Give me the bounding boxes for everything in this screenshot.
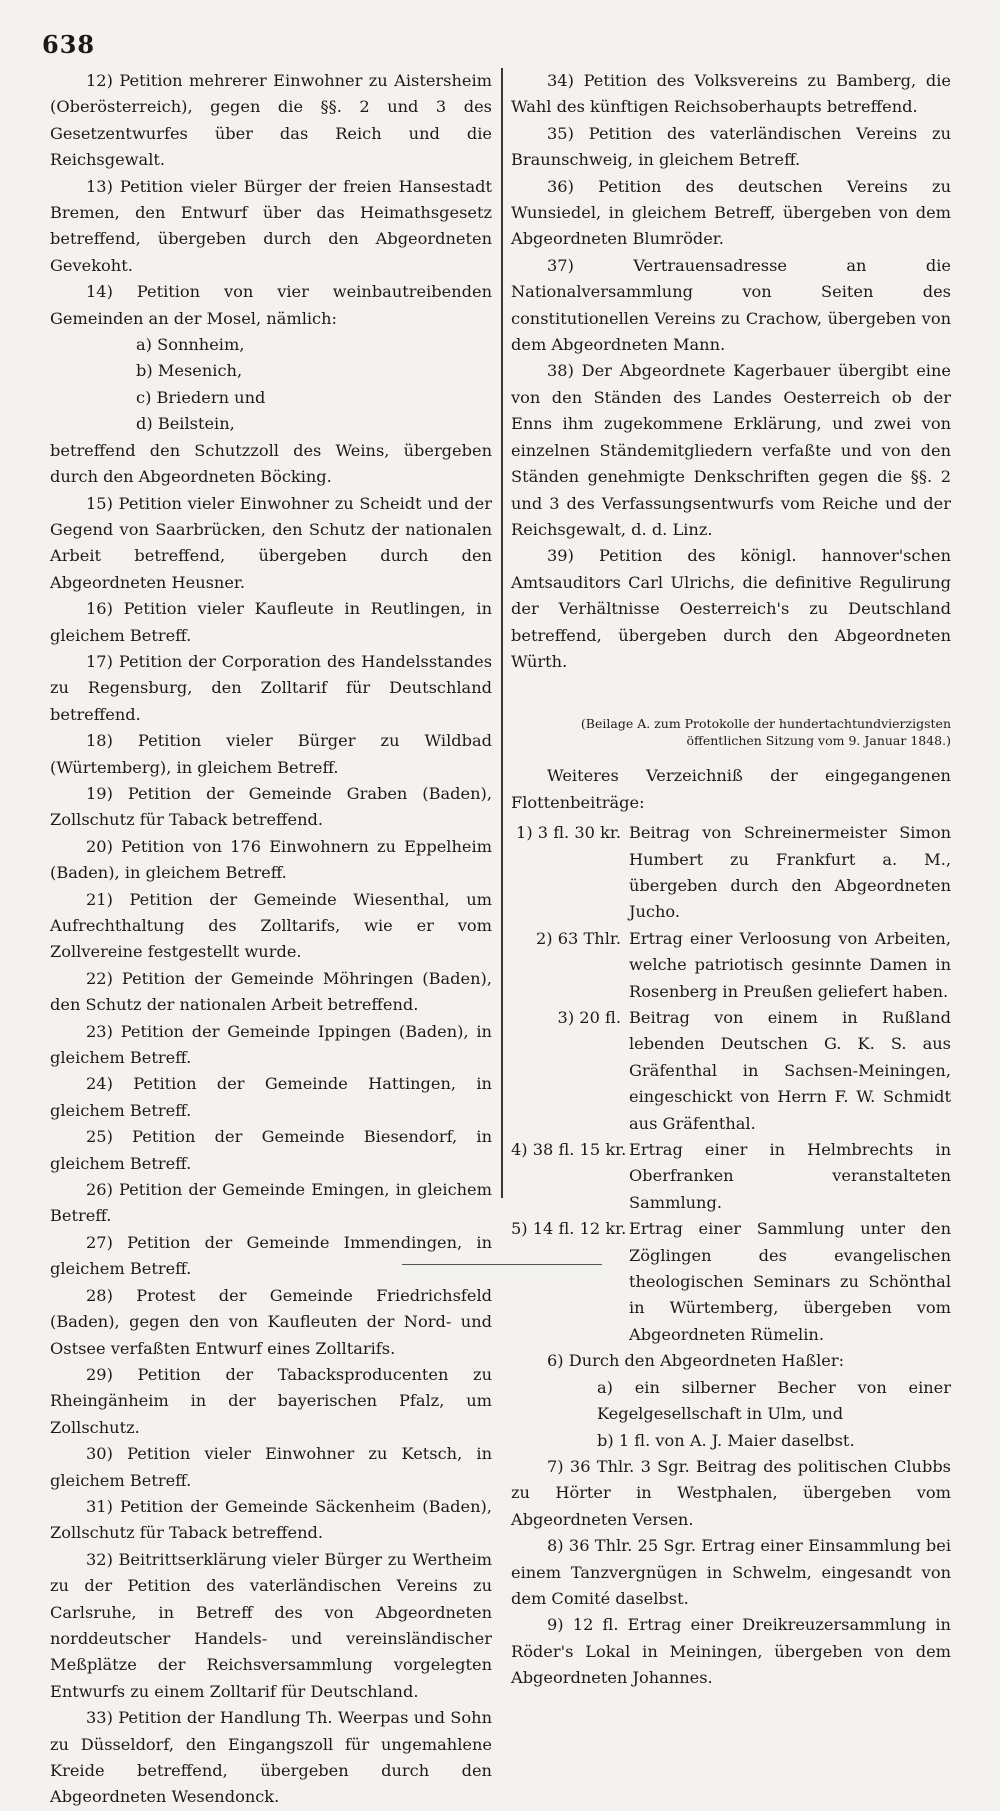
beilage-caption-line2: öffentlichen Sitzung vom 9. Januar 1848.) — [686, 733, 951, 749]
petition-35: 35) Petition des vaterländischen Vereins zu Braunschweig, in gleichem Betreff. — [511, 123, 951, 170]
contribution-amount: 3) 20 fl. — [557, 1008, 621, 1027]
petition-22: 22) Petition der Gemeinde Möhringen (Baden), den Schutz der nationalen Arbeit betreffend. — [50, 968, 492, 1015]
beilage-caption — [511, 715, 951, 749]
contribution-1 — [511, 820, 951, 926]
petition-19: 19) Petition der Gemeinde Graben (Baden), Zollschutz für Taback betreffend. — [50, 783, 492, 830]
petition-23: 23) Petition der Gemeinde Ippingen (Baden), in gleichem Betreff. — [50, 1021, 492, 1068]
contribution-amount: 1) 3 fl. 30 kr. — [516, 823, 621, 843]
right-column — [511, 68, 951, 1692]
petition-20: 20) Petition von 176 Einwohnern zu Eppelheim (Baden), in gleichem Betreff. — [50, 836, 492, 883]
contribution-4 — [511, 1137, 951, 1216]
item-38: 38) Der Abgeordnete Kagerbauer übergibt eine von den Ständen des Landes Oesterreich ob der Enns ihm zugekommene Erklärung, und zwei von einzelnen Ständemitgliedern verfaßte und von den Ständen genehmigte Denkschriften gegen die §§. 2 und 3 des Verfassungsentwurfs vom Reiche und der Reichsgewalt, d. d. Linz. — [511, 361, 951, 539]
contribution-5 — [511, 1216, 951, 1348]
petition-26: 26) Petition der Gemeinde Emingen, in gleichem Betreff. — [50, 1180, 492, 1226]
petition-36: 36) Petition des deutschen Vereins zu Wunsiedel, in gleichem Betreff, übergeben von dem Abgeordneten Blumröder. — [511, 176, 951, 249]
contributions-title: Weiteres Verzeichniß der eingegangenen Flottenbeiträge: — [511, 766, 951, 812]
petition-34: 34) Petition des Volksvereins zu Bamberg, die Wahl des künftigen Reichsoberhaupts betreffend. — [511, 71, 951, 117]
petition-14-b: b) Mesenich, — [136, 361, 243, 381]
petition-31: 31) Petition der Gemeinde Säckenheim (Baden), Zollschutz für Taback betreffend. — [50, 1496, 492, 1543]
petition-24: 24) Petition der Gemeinde Hattingen, in gleichem Betreff. — [50, 1074, 492, 1120]
contribution-7: 7) 36 Thlr. 3 Sgr. Beitrag des politischen Clubbs zu Hörter in Westphalen, übergeben vom Abgeordneten Versen. — [511, 1456, 951, 1529]
contribution-6-a: a) ein silberner Becher von einer Kegelgesellschaft in Ulm, und — [597, 1377, 951, 1424]
petition-12: 12) Petition mehrerer Einwohner zu Aistersheim (Oberösterreich), gegen die §§. 2 und 3 des Gesetzentwurfes über das Reich und die Reichsgewalt. — [50, 71, 492, 170]
contribution-6-b: b) 1 fl. von A. J. Maier daselbst. — [597, 1430, 855, 1450]
petition-13: 13) Petition vieler Bürger der freien Hansestadt Bremen, den Entwurf über das Heimathsgesetz betreffend, übergeben durch den Abgeordneten Gevekoht. — [50, 176, 492, 275]
petition-27: 27) Petition der Gemeinde Immendingen, in gleichem Betreff. — [50, 1232, 492, 1279]
contribution-2 — [511, 926, 951, 1005]
contribution-text: Beitrag von Schreinermeister Simon Humbert zu Frankfurt a. M., übergeben durch den Abgeordneten Jucho. — [629, 823, 951, 922]
petition-14: 14) Petition von vier weinbautreibenden Gemeinden an der Mosel, nämlich: — [50, 282, 492, 328]
contribution-amount: 5) 14 fl. 12 kr. — [511, 1219, 627, 1239]
declaration-32: 32) Beitrittserklärung vieler Bürger zu Wertheim zu der Petition des vaterländischen Vereins zu Carlsruhe, in Betreff des von Abgeordneten norddeutscher Handels- und vereinsländischer Meßplätze der Reichsversammlung vorgelegten Entwurfs zu einem Zolltarif für Deutschland. — [50, 1549, 492, 1701]
contribution-9: 9) 12 fl. Ertrag einer Dreikreuzersammlung in Röder's Lokal in Meiningen, übergeben von dem Abgeordneten Johannes. — [511, 1615, 951, 1688]
petition-29: 29) Petition der Tabacksproducenten zu Rheingänheim in der bayerischen Pfalz, um Zollschutz. — [50, 1364, 492, 1437]
contribution-text: Beitrag von einem in Rußland lebenden Deutschen G. K. S. aus Gräfenthal in Sachsen-Meiningen, eingeschickt von Herrn F. W. Schmidt aus Gräfenthal. — [629, 1008, 951, 1133]
petition-18: 18) Petition vieler Bürger zu Wildbad (Würtemberg), in gleichem Betreff. — [50, 731, 492, 777]
address-37: 37) Vertrauensadresse an die Nationalversammlung von Seiten des constitutionellen Vereins zu Crachow, übergeben von dem Abgeordneten Mann. — [511, 255, 951, 355]
contribution-3 — [511, 1005, 951, 1137]
petition-14-c: c) Briedern und — [136, 387, 266, 407]
contribution-amount: 2) 63 Thlr. — [535, 928, 621, 948]
left-column — [50, 68, 492, 1811]
protest-28: 28) Protest der Gemeinde Friedrichsfeld (Baden), gegen den von Kaufleuten der Nord- und Ostsee verfaßten Entwurf eines Zolltarifs. — [50, 1285, 492, 1358]
petition-14-d: d) Beilstein, — [136, 414, 235, 434]
petition-30: 30) Petition vieler Einwohner zu Ketsch, in gleichem Betreff. — [50, 1444, 492, 1490]
contribution-text: Ertrag einer Verloosung von Arbeiten, welche patriotisch gesinnte Damen in Rosenberg in Preußen geliefert haben. — [629, 928, 951, 1001]
contribution-amount: 4) 38 fl. 15 kr. — [511, 1140, 627, 1160]
petition-33: 33) Petition der Handlung Th. Weerpas und Sohn zu Düsseldorf, den Eingangszoll für ungemahlene Kreide betreffend, übergeben durch den Abgeordneten Wesendonck. — [50, 1708, 492, 1807]
petition-15: 15) Petition vieler Einwohner zu Scheidt und der Gegend von Saarbrücken, den Schutz der nationalen Arbeit betreffend, übergeben durch den Abgeordneten Heusner. — [50, 493, 492, 592]
beilage-caption-line1: (Beilage A. zum Protokolle der hundertachtundvierzigsten — [580, 716, 951, 732]
contribution-text: Ertrag einer Sammlung unter den Zöglingen des evangelischen theologischen Seminars zu Schönthal in Würtemberg, übergeben vom Abgeordneten Rümelin. — [629, 1219, 951, 1344]
bottom-rule — [402, 1264, 602, 1265]
contribution-text: Ertrag einer in Helmbrechts in Oberfranken veranstalteten Sammlung. — [629, 1140, 951, 1212]
contribution-6-head: 6) Durch den Abgeordneten Haßler: — [547, 1351, 845, 1371]
column-divider — [501, 68, 503, 1198]
petition-14-continuation: betreffend den Schutzzoll des Weins, übergeben durch den Abgeordneten Böcking. — [50, 440, 492, 487]
petition-14-a: a) Sonnheim, — [136, 335, 245, 355]
petition-21: 21) Petition der Gemeinde Wiesenthal, um Aufrechthaltung des Zolltarifs, wie er vom Zollvereine festgestellt wurde. — [50, 889, 492, 962]
petition-16: 16) Petition vieler Kaufleute in Reutlingen, in gleichem Betreff. — [50, 599, 492, 645]
petition-17: 17) Petition der Corporation des Handelsstandes zu Regensburg, den Zolltarif für Deutschland betreffend. — [50, 651, 492, 724]
petition-25: 25) Petition der Gemeinde Biesendorf, in gleichem Betreff. — [50, 1127, 492, 1173]
contribution-8: 8) 36 Thlr. 25 Sgr. Ertrag einer Einsammlung bei einem Tanzvergnügen in Schwelm, eingesandt von dem Comité daselbst. — [511, 1536, 951, 1608]
page-number: 638 — [42, 30, 96, 59]
petition-39: 39) Petition des königl. hannover'schen Amtsauditors Carl Ulrichs, die definitive Regulirung der Verhältnisse Oesterreich's zu Deutschland betreffend, übergeben durch den Abgeordneten Würth. — [511, 546, 951, 671]
